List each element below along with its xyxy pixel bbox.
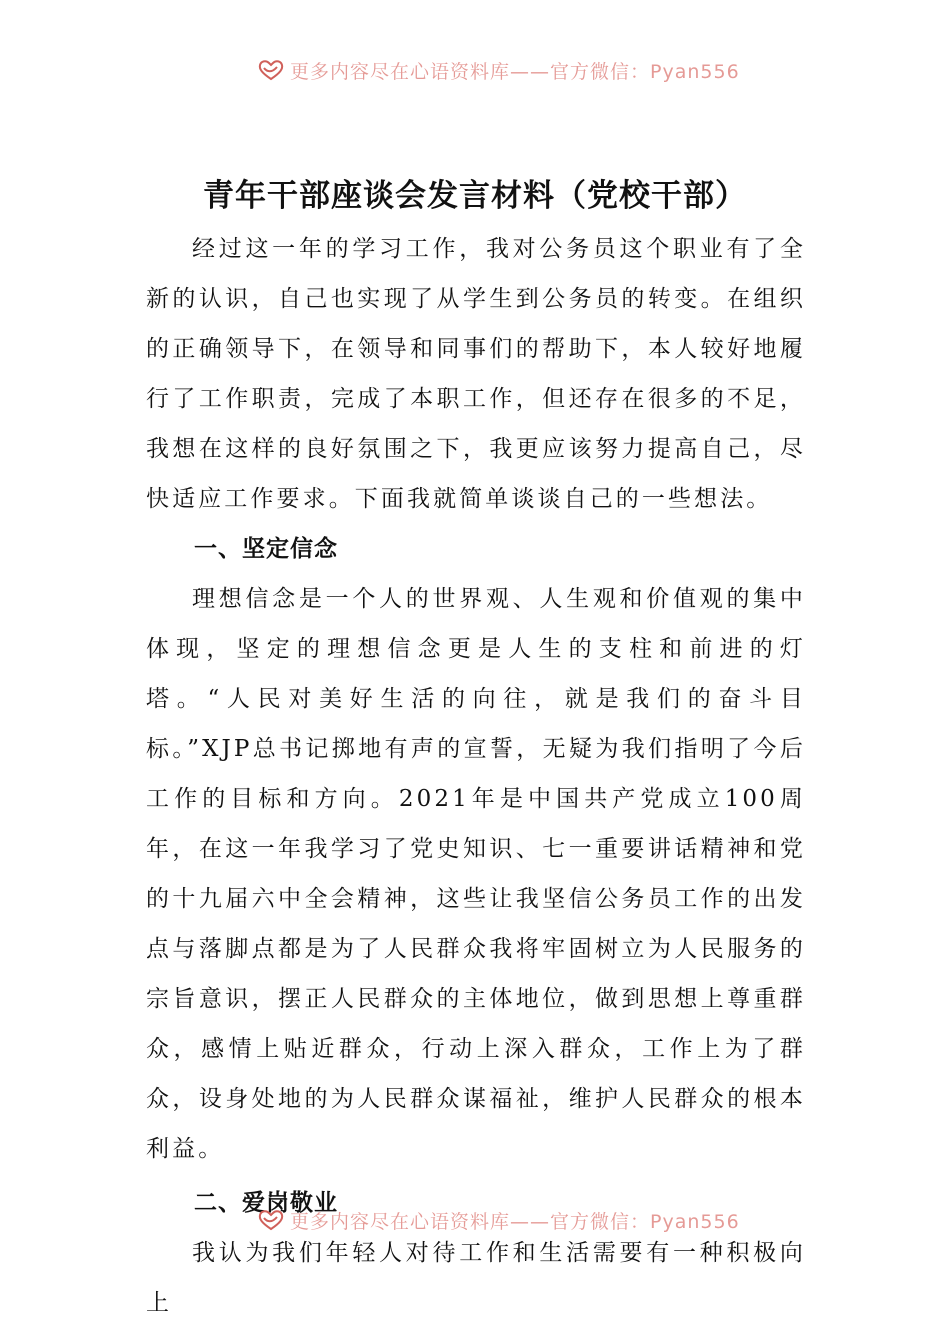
heart-logo-icon: [258, 1209, 284, 1231]
watermark-header: [258, 58, 740, 82]
intro-paragraph: 经过这一年的学习工作，我对公务员这个职业有了全新的认识，自己也实现了从学生到公务员的转变。在组织的正确领导下，在领导和同事们的帮助下，本人较好地履行了工作职责，完成了本职工作，但还存在很多的不足，我想在这样的良好氛围之下，我更应该努力提高自己，尽快适应工作要求。下面我就简单谈谈自己的一些想法。: [146, 236, 806, 512]
section-heading: 二、爱岗敬业: [194, 1190, 338, 1216]
section-paragraph: 我认为我们年轻人对待工作和生活需要有一种积极向上: [146, 1240, 806, 1316]
section-heading: 一、坚定信念: [194, 536, 338, 562]
watermark-footer: [258, 1208, 740, 1232]
watermark-text: 更多内容尽在心语资料库——官方微信：Pyan556: [290, 1210, 740, 1233]
document-title: 青年干部座谈会发言材料（党校干部）: [203, 178, 747, 214]
heart-logo-icon: [258, 59, 284, 81]
document-body: [146, 224, 806, 1328]
section-paragraph: 理想信念是一个人的世界观、人生观和价值观的集中体现，坚定的理想信念更是人生的支柱和前进的灯塔。“人民对美好生活的向往，就是我们的奋斗目标。”XJP总书记掷地有声的宣誓，无疑为我们指明了今后工作的目标和方向。2021年是中国共产党成立100周年，在这一年我学习了党史知识、七一重要讲话精神和党的十九届六中全会精神，这些让我坚信公务员工作的出发点与落脚点都是为了人民群众我将牢固树立为人民服务的宗旨意识，摆正人民群众的主体地位，做到思想上尊重群众，感情上贴近群众，行动上深入群众，工作上为了群众，设身处地的为人民群众谋福祉，维护人民群众的根本利益。: [146, 586, 806, 1162]
watermark-text: 更多内容尽在心语资料库——官方微信：Pyan556: [290, 60, 740, 83]
